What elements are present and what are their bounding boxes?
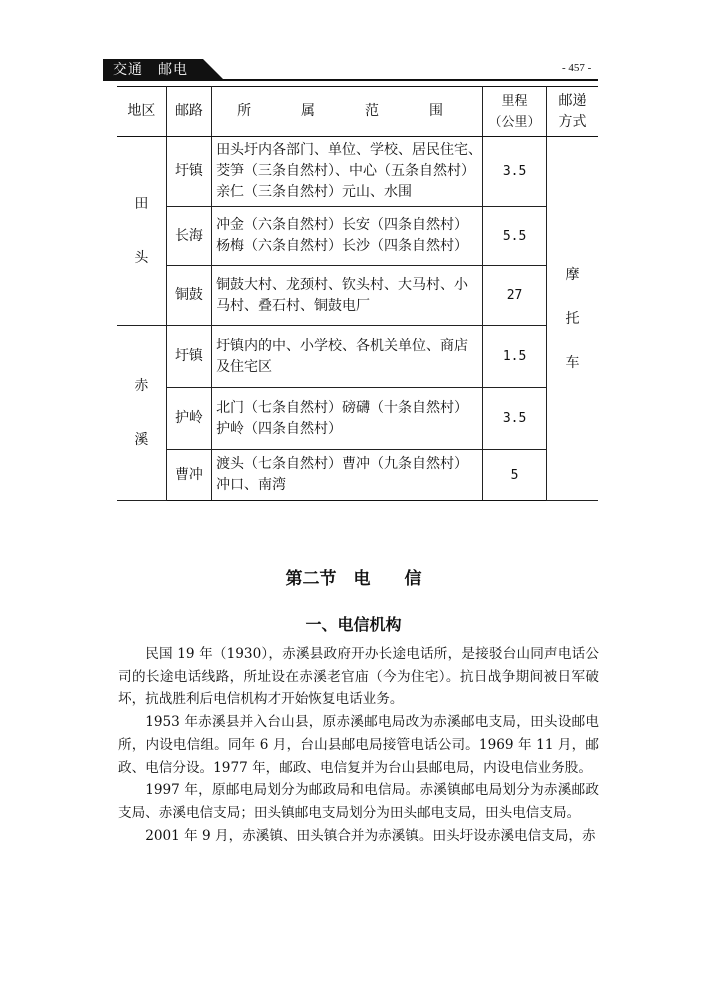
table-row <box>117 137 598 207</box>
column-header-scope: 所 属 范 围 <box>212 87 483 137</box>
scope-cell <box>212 326 483 388</box>
route-cell: 铜鼓 <box>166 266 211 326</box>
region-cell-chixi <box>117 326 166 501</box>
table-row <box>117 450 598 501</box>
paragraph: 民国 19 年（1930），赤溪县政府开办长途电话所，是接驳台山同声电话公司的长途电话线路，所址设在赤溪老官庙（今为住宅）。抗日战争期间被日军破坏，抗战胜利后电信机构才开始恢复电话业务。 <box>118 646 599 708</box>
scope-line: 冲口、南湾 <box>216 477 287 493</box>
route-cell: 长海 <box>166 207 211 266</box>
header-title: 交通 邮电 <box>113 62 188 78</box>
column-header-method-line: 邮递 <box>558 92 587 109</box>
paragraph: 1997 年，原邮电局划分为邮政局和电信局。赤溪镇邮电局划分为赤溪邮政支局、赤溪电信支局；田头镇邮电支局划分为田头邮电支局，田头电信支局。 <box>118 782 599 821</box>
mileage-cell: 3.5 <box>483 137 547 207</box>
section-title: 第二节 电 信 <box>285 569 422 589</box>
scope-line: 铜鼓大村、龙颈村、钦头村、大马村、小 <box>216 276 469 293</box>
postal-routes-table <box>117 86 598 501</box>
paragraph: 1953 年赤溪县并入台山县，原赤溪邮电局改为赤溪邮电支局，田头设邮电所，内设电信组。同年 6 月，台山县邮电局接管电话公司。1969 年 11 月，邮政、电信分设。1977 年，邮政、电信复并为台山县邮电局，内设电信业务股。 <box>118 714 599 776</box>
method-char: 车 <box>565 354 580 371</box>
route-cell: 护岭 <box>166 388 211 450</box>
column-header-mileage <box>483 87 547 137</box>
delivery-method-cell <box>547 137 598 501</box>
scope-line: 亲仁（三条自然村）元山、水围 <box>216 184 413 200</box>
region-char: 头 <box>134 250 149 266</box>
scope-line: 杨梅（六条自然村）长沙（四条自然村） <box>216 238 469 254</box>
table-row <box>117 388 598 450</box>
scope-cell <box>212 207 483 266</box>
mileage-cell: 5 <box>483 450 547 501</box>
method-char: 摩 <box>565 266 580 283</box>
scope-line: 圩镇内的中、小学校、各机关单位、商店 <box>216 337 469 354</box>
scope-line: 马村、叠石村、铜鼓电厂 <box>216 297 371 314</box>
scope-cell <box>212 450 483 501</box>
scope-line: 冲金（六条自然村）长安（四条自然村） <box>216 217 469 233</box>
page-number: - 457 - <box>562 62 592 74</box>
column-header-mileage-line: （公里） <box>488 114 541 130</box>
scope-line: 茭笋（三条自然村）、中心（五条自然村） <box>216 163 476 179</box>
column-header-mileage-line: 里程 <box>501 93 528 109</box>
paragraph: 2001 年 9 月，赤溪镇、田头镇合并为赤溪镇。田头圩设赤溪电信支局，赤 <box>145 827 596 844</box>
scope-line: 北门（七条自然村）磅礴（十条自然村） <box>216 399 469 416</box>
region-cell-tiantou <box>117 137 166 326</box>
route-cell: 圩镇 <box>166 326 211 388</box>
route-cell: 曹冲 <box>166 450 211 501</box>
region-char: 赤 <box>134 378 149 394</box>
column-header-route: 邮路 <box>166 87 211 137</box>
table-row <box>117 326 598 388</box>
column-header-method <box>547 87 598 137</box>
method-char: 托 <box>565 310 580 327</box>
mileage-cell: 27 <box>483 266 547 326</box>
route-cell: 圩镇 <box>166 137 211 207</box>
mileage-cell: 1.5 <box>483 326 547 388</box>
table-row <box>117 207 598 266</box>
scope-cell <box>212 388 483 450</box>
mileage-cell: 3.5 <box>483 388 547 450</box>
scope-line: 及住宅区 <box>216 358 273 375</box>
column-header-region: 地区 <box>117 87 166 137</box>
table-header-row <box>117 87 598 137</box>
subsection-title: 一、电信机构 <box>305 615 402 634</box>
scope-cell <box>212 266 483 326</box>
scope-cell <box>212 137 483 207</box>
scope-line: 田头圩内各部门、单位、学校、居民住宅、 <box>216 142 483 158</box>
region-char: 溪 <box>134 432 149 448</box>
body-text <box>118 643 599 847</box>
scope-line: 渡头（七条自然村）曹冲（九条自然村） <box>216 456 469 472</box>
region-char: 田 <box>134 196 149 212</box>
header-rule <box>103 79 598 81</box>
column-header-method-line: 方式 <box>558 113 587 130</box>
table-row <box>117 266 598 326</box>
scope-line: 护岭（四条自然村） <box>216 420 343 437</box>
mileage-cell: 5.5 <box>483 207 547 266</box>
